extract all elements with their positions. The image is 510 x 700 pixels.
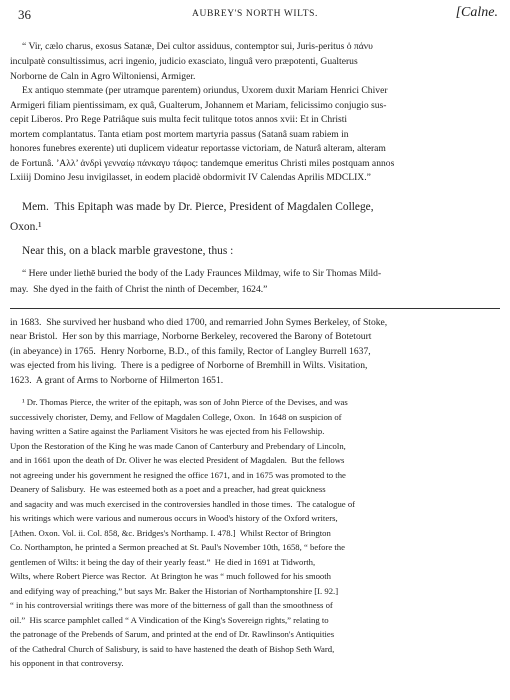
- footnote-line: not agreeing under his government he resigned the office 1671, and in 1675 was promoted to the: [10, 470, 346, 480]
- footnote-line: the patronage of the Prebends of Sarum, and printed at the end of Dr. Rawlinson's Antiquities: [10, 629, 335, 639]
- footnote-line: Deanery of Salisbury. He was esteemed both as a poet and a preacher, had great quickness: [10, 484, 326, 494]
- epitaph-line: inculpatè consultissimus, acri ingenio, judicio exasciato, linguâ vero præpotenti, Gualterus: [10, 56, 358, 67]
- running-header: [10, 5, 500, 23]
- footnote-line: and sagacity and was much exercised in the controversies handled in those times. The catalogue of: [10, 499, 356, 509]
- footnote-line: and in 1661 upon the death of Dr. Oliver he was elected President of Magdalen. But the fellows: [10, 455, 345, 465]
- section-divider: [10, 308, 500, 309]
- epitaph-line: Ex antiquo stemmate (per utramque parentem) oriundus, Uxorem duxit Mariam Henrici Chiver: [22, 85, 388, 96]
- footnote-line: oil.” His scarce pamphlet called “ A Vindication of the King's Sovereign rights,” relating to: [10, 615, 329, 625]
- epitaph-line: mortem complantatus. Tanta etiam post mortem martyria passus (Satanâ suam rabiem in: [10, 129, 349, 140]
- body-line: was ejected from his living. There is a pedigree of Norborne of Bremhill in Wilts. Visitation,: [10, 360, 368, 371]
- footnote-line: Wilts, where Robert Pierce was Rector. At Brington he was “ much followed for his smooth: [10, 571, 332, 581]
- body-line: near Bristol. Her son by this marriage, Norborne Berkeley, recovered the Barony of Botetourt: [10, 331, 372, 342]
- gravestone-intro: Near this, on a black marble gravestone, thus :: [22, 245, 234, 257]
- memorandum-line: Mem. This Epitaph was made by Dr. Pierce, President of Magdalen College,: [22, 201, 374, 213]
- epitaph-line: Norborne de Caln in Agro Wiltoniensi, Armiger.: [10, 71, 196, 82]
- epitaph-line: cepit Liberos. Pro Rege Patriâque suis multa fecit tulitque totos annos xvii: Et in Christi: [10, 114, 348, 125]
- footnote-line: having written a Satire against the Parliament Visitors he was ejected from his Fellowship.: [10, 426, 325, 436]
- footnote-line: “ in his controversial writings there was more of the bitterness of gall than the smoothness of: [10, 600, 333, 610]
- epitaph-line: “ Vir, cælo charus, exosus Satanæ, Dei cultor assiduus, contemptor sui, Juris-peritus ὁ πάνυ: [22, 41, 373, 52]
- footnote-line: successively chorister, Demy, and Fellow of Magdalen College, Oxon. In 1648 on suspicion of: [10, 412, 342, 422]
- footnote-line: Co. Northampton, he printed a Sermon preached at St. Paul's November 10th, 1658, “ before the: [10, 542, 345, 552]
- footnote-line: his writings which were various and numerous occurs in Wood's history of the Oxford writers,: [10, 513, 338, 523]
- gravestone-inscription-line: may. She dyed in the faith of Christ the ninth of December, 1624.”: [10, 284, 268, 295]
- place-heading: [Calne.: [455, 5, 498, 20]
- footnote-line: gentlemen of Wilts: it being the day of their yearly feast.” He died in 1691 at Tidworth,: [10, 557, 316, 567]
- body-line: 1623. A grant of Arms to Norborne of Hilmerton 1651.: [10, 375, 224, 386]
- gravestone-inscription-line: “ Here under liethē buried the body of the Lady Fraunces Mildmay, wife to Sir Thomas Mild-: [22, 268, 382, 279]
- epitaph-line: Lxiiij Domino Jesu invigilasset, in eodem placidè obdormivit IV Calendas Aprilis MDCLIX.”: [10, 172, 371, 183]
- epitaph-line: Armigeri filiam pientissimam, ex quâ, Gualterum, Johannem et Mariam, felicissimo conjugio sus-: [10, 100, 387, 111]
- epitaph-line: honores funebres exerente) uti duplicem videatur reportasse victoriam, de Naturâ alteram, alteram: [10, 143, 386, 154]
- footnote-line: Upon the Restoration of the King he was made Canon of Canterbury and Prebendary of Lincoln,: [10, 441, 346, 451]
- memorandum-line: Oxon.¹: [10, 221, 42, 233]
- body-line: (in abeyance) in 1765. Henry Norborne, B.D., of this family, Rector of Langley Burrell 1637,: [10, 346, 371, 357]
- page-number: 36: [18, 7, 31, 22]
- footnote-line: ¹ Dr. Thomas Pierce, the writer of the epitaph, was son of John Pierce of the Devises, and was: [22, 397, 348, 407]
- body-line: in 1683. She survived her husband who died 1700, and remarried John Symes Berkeley, of Stoke,: [10, 317, 388, 328]
- running-title: AUBREY'S NORTH WILTS.: [192, 9, 318, 19]
- epitaph-line: de Fortunâ. ’Αλλ’ ἀνδρὶ γενναίῳ πάνκαγυ τάφος: tandemque emeritus Christi miles postquam annos: [10, 158, 395, 169]
- footnote-line: [Athen. Oxon. Vol. ii. Col. 858, &c. Bridges's Northamp. I. 478.] Whilst Rector of Brington: [10, 528, 331, 538]
- footnote-line: of the Cathedral Church of Salisbury, is said to have hastened the death of Bishop Seth Ward,: [10, 644, 335, 654]
- footnote-line: his opponent in that controversy.: [10, 658, 124, 668]
- footnote-line: and edifying way of preaching,” but says Mr. Baker the Historian of Northamptonshire [I. 92.]: [10, 586, 339, 596]
